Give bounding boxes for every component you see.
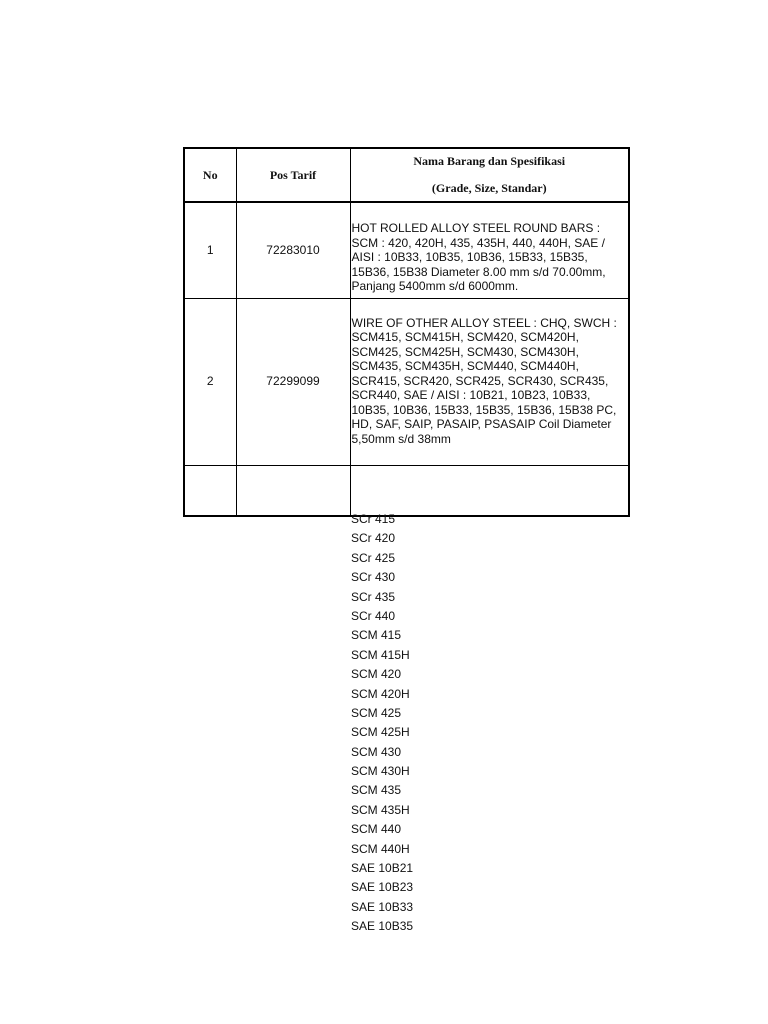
row-pos-tarif: 72299099 [236,298,350,465]
table-row-empty [184,465,629,516]
grade-item: SCr 435 [351,589,396,604]
row-pos-tarif [236,465,350,516]
row-description [350,465,629,516]
grade-item: SCM 420 [351,667,402,682]
grade-item: SCM 440 [351,822,402,837]
grade-item: SCM 435H [351,802,410,817]
grade-item: SCM 440H [351,841,410,856]
grade-item: SCM 415 [351,628,402,643]
grade-item: SCM 435 [351,783,402,798]
header-no: No [184,148,236,202]
table-row [184,298,629,465]
grade-item: SCr 420 [351,531,396,546]
grade-item: SCM 425H [351,725,410,740]
grade-item: SCr 415 [351,512,396,526]
grade-item: SCM 430 [351,744,402,759]
table-header-row [184,148,629,202]
grade-item: SCM 430H [351,764,410,779]
header-nama-barang-subtitle: (Grade, Size, Standar) [431,181,547,195]
row-no: 2 [184,298,236,465]
table-row [184,202,629,298]
grade-item: SCM 425 [351,705,402,720]
grade-item: SCM 415H [351,647,410,662]
grade-item: SAE 10B33 [351,899,414,914]
header-nama-barang-title: Nama Barang dan Spesifikasi [413,154,566,168]
row-description: WIRE OF OTHER ALLOY STEEL : CHQ, SWCH : SCM415, SCM415H, SCM420, SCM420H, SCM425, SCM425H, SCM430, SCM430H, SCM435, SCM435H, SCM440, SCM440H, SCR415, SCR420, SCR425, SCR430, SCR435, SCR440, SAE / AISI : 10B21, 10B23, 10B33, 10B35, 10B36, 15B33, 15B35, 15B36, 15B38 PC, HD, SAF, SAIP, PASAIP, PSASAIP Coil Diameter 5,50mm s/d 38mm [350,298,629,465]
header-pos-tarif: Pos Tarif [236,148,350,202]
grade-item: SCr 425 [351,550,396,565]
grade-item: SCM 420H [351,686,410,701]
grade-item: SAE 10B35 [351,919,414,934]
row-no [184,465,236,516]
header-nama-barang [350,148,629,202]
grade-item: SCr 440 [351,608,396,623]
tariff-spec-table [183,147,630,517]
grade-item: SAE 10B23 [351,880,414,895]
row-pos-tarif: 72283010 [236,202,350,298]
grade-item: SCr 430 [351,570,396,585]
grade-list [351,511,413,938]
grade-item: SAE 10B21 [351,861,414,876]
row-no: 1 [184,202,236,298]
row-description: HOT ROLLED ALLOY STEEL ROUND BARS : SCM : 420, 420H, 435, 435H, 440, 440H, SAE / AISI : 10B33, 10B35, 10B36, 15B33, 15B35, 15B36, 15B38 Diameter 8.00 mm s/d 70.00mm, Panjang 5400mm s/d 6000mm. [350,202,629,298]
